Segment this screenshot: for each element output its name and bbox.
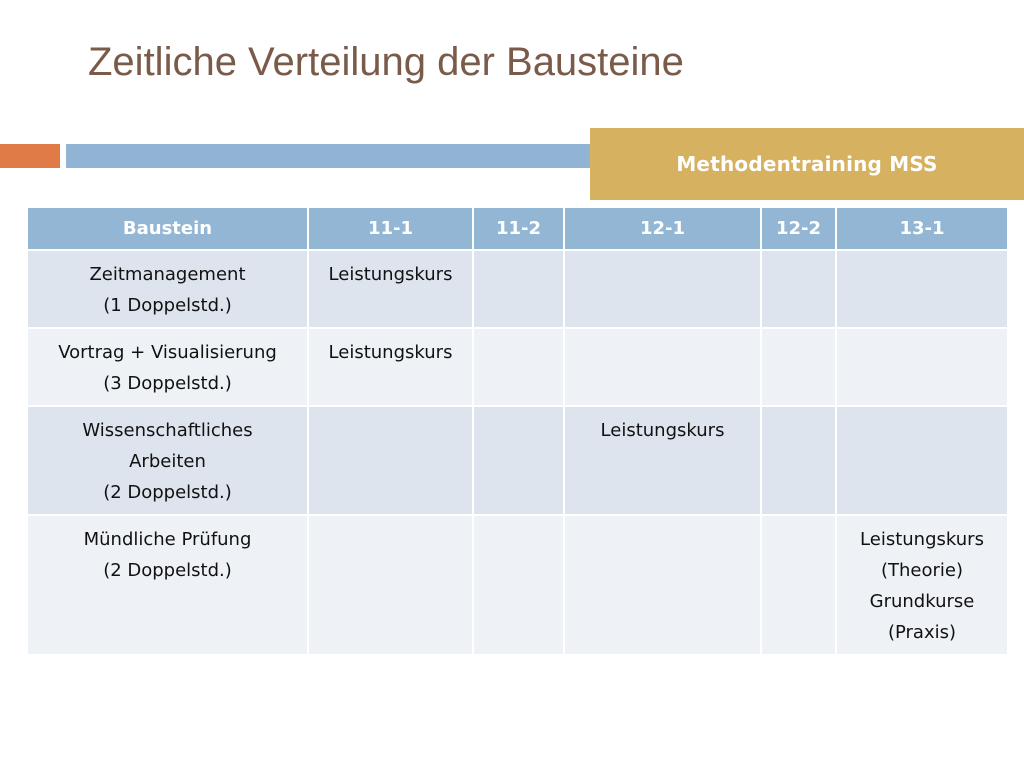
cell-13-1 (836, 515, 1008, 655)
table-row (27, 515, 1008, 655)
cell-11-1 (308, 250, 473, 328)
section-badge (590, 128, 1024, 200)
accent-bar-orange (0, 144, 60, 168)
cell-line: Leistungskurs (860, 529, 984, 550)
cell-line: Grundkurse (869, 591, 975, 612)
cell-11-2 (473, 406, 564, 515)
cell-13-1 (836, 328, 1008, 406)
cell-line: (Theorie) (880, 560, 963, 581)
accent-bar-blue (66, 144, 590, 168)
cell-13-1 (836, 406, 1008, 515)
header-11-2: 11-2 (473, 207, 564, 250)
table-row (27, 406, 1008, 515)
cell-line: (1 Doppelstd.) (103, 295, 232, 316)
table-row (27, 250, 1008, 328)
cell-12-1 (564, 250, 761, 328)
cell-baustein (27, 515, 308, 655)
cell-13-1 (836, 250, 1008, 328)
cell-line: (3 Doppelstd.) (103, 373, 232, 394)
cell-line: (2 Doppelstd.) (103, 560, 232, 581)
table-row (27, 328, 1008, 406)
cell-line: Zeitmanagement (89, 264, 246, 285)
cell-line: Leistungskurs (328, 342, 453, 363)
cell-line: Mündliche Prüfung (83, 529, 252, 550)
cell-11-1 (308, 515, 473, 655)
header-11-1: 11-1 (308, 207, 473, 250)
cell-12-2 (761, 328, 836, 406)
cell-12-2 (761, 250, 836, 328)
cell-11-1 (308, 328, 473, 406)
cell-baustein (27, 406, 308, 515)
cell-11-1 (308, 406, 473, 515)
slide-title: Zeitliche Verteilung der Bausteine (88, 40, 684, 84)
cell-line: Leistungskurs (328, 264, 453, 285)
cell-baustein (27, 328, 308, 406)
cell-12-2 (761, 406, 836, 515)
cell-line: (2 Doppelstd.) (103, 482, 232, 503)
header-baustein: Baustein (27, 207, 308, 250)
cell-line: Vortrag + Visualisierung (58, 342, 277, 363)
cell-baustein (27, 250, 308, 328)
table-header-row (27, 207, 1008, 250)
cell-12-1 (564, 515, 761, 655)
section-badge-label: Methodentraining MSS (676, 152, 938, 176)
header-12-1: 12-1 (564, 207, 761, 250)
cell-line: Leistungskurs (600, 420, 725, 441)
cell-line: (Praxis) (887, 622, 957, 643)
cell-12-2 (761, 515, 836, 655)
schedule-table (26, 206, 1009, 656)
cell-line: Wissenschaftliches (82, 420, 253, 441)
cell-12-1 (564, 328, 761, 406)
header-13-1: 13-1 (836, 207, 1008, 250)
cell-line: Arbeiten (129, 451, 206, 472)
cell-12-1 (564, 406, 761, 515)
cell-11-2 (473, 515, 564, 655)
cell-11-2 (473, 250, 564, 328)
cell-11-2 (473, 328, 564, 406)
header-12-2: 12-2 (761, 207, 836, 250)
